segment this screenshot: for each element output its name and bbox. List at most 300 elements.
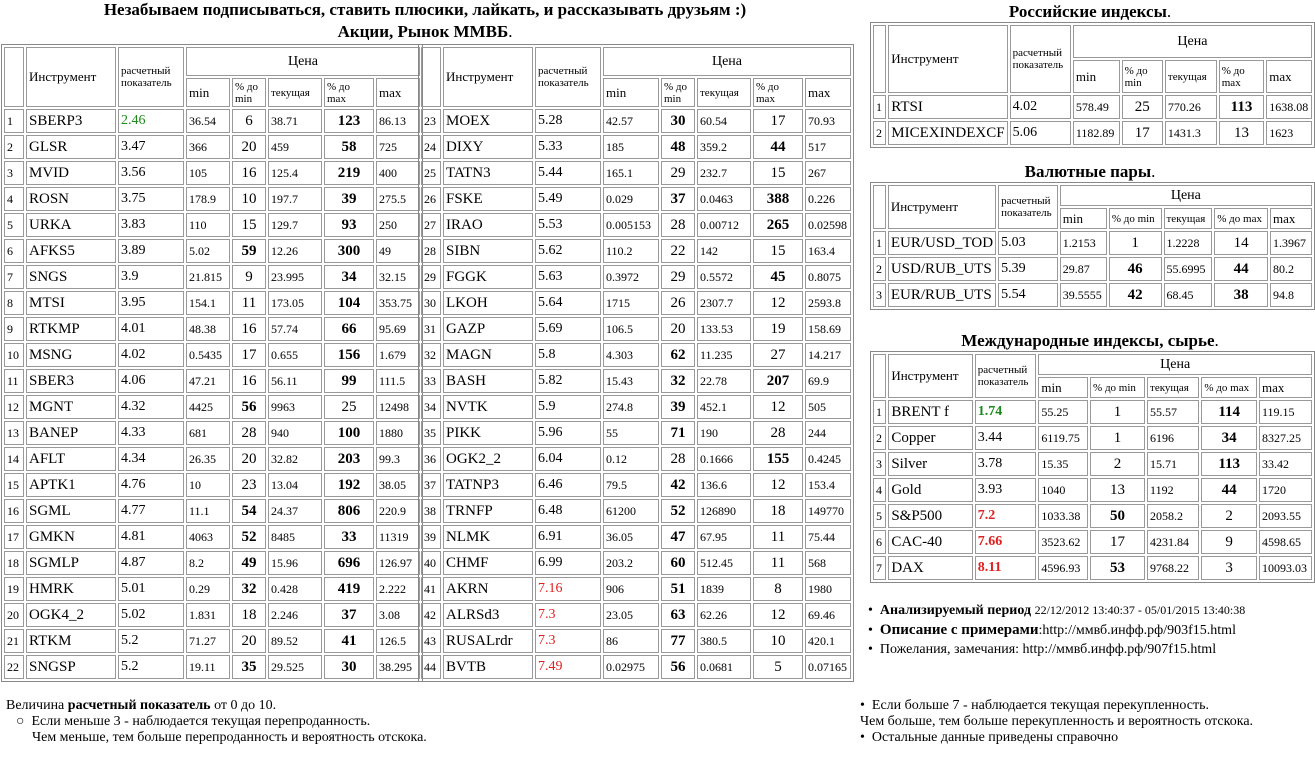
pct-to-max: 13 <box>1219 121 1265 145</box>
fx-title: Валютные пары. <box>1024 162 1156 181</box>
max-value: 12498 <box>376 395 420 419</box>
instrument-name: DAX <box>888 556 972 580</box>
header-pct-max: % до max <box>1219 60 1265 93</box>
current-value: 2058.2 <box>1147 504 1199 528</box>
pct-to-min: 32 <box>661 369 695 393</box>
min-value: 1715 <box>603 291 659 315</box>
pct-to-min: 63 <box>661 603 695 627</box>
instrument-name: NLMK <box>443 525 533 549</box>
pct-to-min: 18 <box>232 603 266 627</box>
calc-value: 4.02 <box>1010 95 1071 119</box>
instrument-name: BRENT f <box>888 400 972 424</box>
row-index: 4 <box>873 478 886 502</box>
min-value: 681 <box>186 421 230 445</box>
row-index: 40 <box>421 551 441 575</box>
pct-to-min: 13 <box>1090 478 1145 502</box>
row-index: 39 <box>421 525 441 549</box>
wish-note: • Пожелания, замечания: http://ммвб.инфф.рф/907f15.html <box>868 642 1217 657</box>
pct-to-min: 6 <box>232 109 266 133</box>
min-value: 5.02 <box>186 239 230 263</box>
table-row <box>421 291 851 315</box>
instrument-name: SNGS <box>26 265 116 289</box>
current-value: 29.525 <box>268 655 322 679</box>
table-row <box>421 551 851 575</box>
max-value: 38.05 <box>376 473 420 497</box>
calc-value: 6.04 <box>535 447 601 471</box>
table-row <box>4 109 420 133</box>
header-pct-max: % до max <box>1201 377 1257 398</box>
max-value: 517 <box>805 135 851 159</box>
calc-value: 4.81 <box>118 525 184 549</box>
desc-link[interactable]: :http://ммвб.инфф.рф/903f15.html <box>1038 623 1236 638</box>
calc-value: 5.06 <box>1010 121 1071 145</box>
max-value: 158.69 <box>805 317 851 341</box>
pct-to-min: 52 <box>661 499 695 523</box>
pct-to-min: 50 <box>1090 504 1145 528</box>
header-price: Цена <box>1060 185 1312 206</box>
row-index: 20 <box>4 603 24 627</box>
period-value: 22/12/2012 13:40:37 - 05/01/2015 13:40:38 <box>1034 603 1246 617</box>
max-value: 94.8 <box>1270 283 1312 307</box>
table-row <box>421 239 851 263</box>
row-index: 1 <box>873 231 886 255</box>
max-value: 69.9 <box>805 369 851 393</box>
row-index: 2 <box>873 257 886 281</box>
table-row <box>421 499 851 523</box>
max-value: 10093.03 <box>1259 556 1312 580</box>
pct-to-min: 71 <box>661 421 695 445</box>
max-value: 49 <box>376 239 420 263</box>
calc-value: 4.87 <box>118 551 184 575</box>
instrument-name: HMRK <box>26 577 116 601</box>
instrument-name: SGMLP <box>26 551 116 575</box>
pct-to-min: 17 <box>1090 530 1145 554</box>
table-row <box>4 161 420 185</box>
calc-value: 5.44 <box>535 161 601 185</box>
instrument-name: S&P500 <box>888 504 972 528</box>
row-index: 22 <box>4 655 24 679</box>
pct-to-min: 59 <box>232 239 266 263</box>
current-value: 129.7 <box>268 213 322 237</box>
table-row <box>4 499 420 523</box>
min-value: 1.831 <box>186 603 230 627</box>
header-min: min <box>186 78 230 107</box>
max-value: 126.97 <box>376 551 420 575</box>
min-value: 1040 <box>1038 478 1088 502</box>
pct-to-max: 100 <box>324 421 374 445</box>
pct-to-max: 15 <box>753 239 803 263</box>
pct-to-max: 207 <box>753 369 803 393</box>
footer-left-line3: Чем меньше, тем больше перепроданность и вероятность отскока. <box>32 730 427 745</box>
max-value: 14.217 <box>805 343 851 367</box>
row-index: 2 <box>4 135 24 159</box>
header-current: текущая <box>1164 208 1213 229</box>
table-row <box>873 504 1312 528</box>
table-row <box>4 369 420 393</box>
pct-to-max: 19 <box>753 317 803 341</box>
table-row <box>4 577 420 601</box>
pct-to-max: 41 <box>324 629 374 653</box>
max-value: 75.44 <box>805 525 851 549</box>
max-value: 153.4 <box>805 473 851 497</box>
max-value: 99.3 <box>376 447 420 471</box>
header-instrument: Инструмент <box>888 185 996 229</box>
calc-value: 8.11 <box>975 556 1037 580</box>
table-row <box>421 265 851 289</box>
max-value: 80.2 <box>1270 257 1312 281</box>
table-row <box>873 556 1312 580</box>
instrument-name: BASH <box>443 369 533 393</box>
pct-to-min: 20 <box>232 629 266 653</box>
pct-to-max: 17 <box>753 109 803 133</box>
table-row <box>4 655 420 679</box>
table-row <box>421 317 851 341</box>
row-index: 7 <box>4 265 24 289</box>
pct-to-min: 52 <box>232 525 266 549</box>
instrument-name: MSNG <box>26 343 116 367</box>
max-value: 119.15 <box>1259 400 1312 424</box>
calc-value: 3.44 <box>975 426 1037 450</box>
row-index: 28 <box>421 239 441 263</box>
row-index: 3 <box>873 283 886 307</box>
current-value: 8485 <box>268 525 322 549</box>
calc-value: 3.9 <box>118 265 184 289</box>
current-value: 68.45 <box>1164 283 1213 307</box>
min-value: 1182.89 <box>1073 121 1120 145</box>
instrument-name: CAC-40 <box>888 530 972 554</box>
instrument-name: Gold <box>888 478 972 502</box>
calc-value: 3.93 <box>975 478 1037 502</box>
min-value: 366 <box>186 135 230 159</box>
current-value: 55.57 <box>1147 400 1199 424</box>
instrument-name: URKA <box>26 213 116 237</box>
calc-value: 6.91 <box>535 525 601 549</box>
instrument-name: SNGSP <box>26 655 116 679</box>
table-row <box>873 426 1312 450</box>
calc-value: 7.2 <box>975 504 1037 528</box>
pct-to-max: 155 <box>753 447 803 471</box>
row-index: 32 <box>421 343 441 367</box>
min-value: 6119.75 <box>1038 426 1088 450</box>
current-value: 126890 <box>697 499 751 523</box>
current-value: 232.7 <box>697 161 751 185</box>
min-value: 3523.62 <box>1038 530 1088 554</box>
min-value: 15.43 <box>603 369 659 393</box>
max-value: 353.75 <box>376 291 420 315</box>
stocks-table-right <box>418 44 854 682</box>
pct-to-min: 29 <box>661 161 695 185</box>
current-value: 512.45 <box>697 551 751 575</box>
max-value: 111.5 <box>376 369 420 393</box>
current-value: 15.71 <box>1147 452 1199 476</box>
pct-to-max: 12 <box>753 603 803 627</box>
pct-to-max: 219 <box>324 161 374 185</box>
calc-value: 3.95 <box>118 291 184 315</box>
max-value: 69.46 <box>805 603 851 627</box>
pct-to-min: 37 <box>661 187 695 211</box>
row-index: 34 <box>421 395 441 419</box>
row-index: 1 <box>873 400 886 424</box>
ru-indexes-table <box>870 22 1315 148</box>
calc-value: 7.49 <box>535 655 601 679</box>
table-row <box>873 231 1312 255</box>
stocks-title-dot: . <box>508 22 513 41</box>
current-value: 23.995 <box>268 265 322 289</box>
instrument-name: AFKS5 <box>26 239 116 263</box>
min-value: 110.2 <box>603 239 659 263</box>
calc-value: 5.64 <box>535 291 601 315</box>
instrument-name: RUSALrdr <box>443 629 533 653</box>
table-row <box>421 577 851 601</box>
min-value: 178.9 <box>186 187 230 211</box>
min-value: 86 <box>603 629 659 653</box>
row-index: 3 <box>873 452 886 476</box>
instrument-name: EUR/USD_TOD <box>888 231 996 255</box>
pct-to-min: 2 <box>1090 452 1145 476</box>
calc-value: 5.49 <box>535 187 601 211</box>
pct-to-min: 1 <box>1109 231 1162 255</box>
stocks-table-left-wrap <box>1 44 423 682</box>
min-value: 71.27 <box>186 629 230 653</box>
min-value: 19.11 <box>186 655 230 679</box>
header-pct-max: % до max <box>1214 208 1268 229</box>
header-pct-min: % до min <box>232 78 266 107</box>
pct-to-max: 18 <box>753 499 803 523</box>
table-row <box>421 525 851 549</box>
row-index: 43 <box>421 629 441 653</box>
instrument-name: Copper <box>888 426 972 450</box>
current-value: 9963 <box>268 395 322 419</box>
header-spacer <box>873 25 886 93</box>
row-index: 5 <box>4 213 24 237</box>
instrument-name: MTSI <box>26 291 116 315</box>
calc-value: 5.62 <box>535 239 601 263</box>
row-index: 18 <box>4 551 24 575</box>
fx-wrap <box>870 182 1315 310</box>
footer-right <box>860 698 1312 746</box>
max-value: 400 <box>376 161 420 185</box>
min-value: 906 <box>603 577 659 601</box>
max-value: 568 <box>805 551 851 575</box>
min-value: 4063 <box>186 525 230 549</box>
pct-to-min: 53 <box>1090 556 1145 580</box>
row-index: 9 <box>4 317 24 341</box>
table-header-row <box>4 47 420 76</box>
header-pct-min: % до min <box>1090 377 1145 398</box>
instrument-name: TRNFP <box>443 499 533 523</box>
page-title <box>0 0 850 20</box>
calc-value: 4.77 <box>118 499 184 523</box>
pct-to-min: 29 <box>661 265 695 289</box>
current-value: 0.655 <box>268 343 322 367</box>
min-value: 0.29 <box>186 577 230 601</box>
calc-value: 5.8 <box>535 343 601 367</box>
header-instrument: Инструмент <box>443 47 533 107</box>
instrument-name: USD/RUB_UTS <box>888 257 996 281</box>
intl-title: Международные индексы, сырье. <box>961 331 1219 350</box>
calc-value: 3.75 <box>118 187 184 211</box>
pct-to-max: 12 <box>753 395 803 419</box>
min-value: 106.5 <box>603 317 659 341</box>
min-value: 0.5435 <box>186 343 230 367</box>
header-spacer <box>873 185 886 229</box>
current-value: 9768.22 <box>1147 556 1199 580</box>
max-value: 420.1 <box>805 629 851 653</box>
max-value: 1638.08 <box>1266 95 1312 119</box>
max-value: 250 <box>376 213 420 237</box>
pct-to-max: 44 <box>1201 478 1257 502</box>
current-value: 133.53 <box>697 317 751 341</box>
instrument-name: BANEP <box>26 421 116 445</box>
row-index: 13 <box>4 421 24 445</box>
pct-to-min: 39 <box>661 395 695 419</box>
min-value: 61200 <box>603 499 659 523</box>
row-index: 27 <box>421 213 441 237</box>
table-row <box>4 187 420 211</box>
calc-value: 4.32 <box>118 395 184 419</box>
footer-left <box>6 698 826 746</box>
row-index: 11 <box>4 369 24 393</box>
pct-to-max: 44 <box>753 135 803 159</box>
footer-right-line2: Чем больше, тем больше перекупленность и вероятность отскока. <box>860 714 1254 729</box>
min-value: 0.3972 <box>603 265 659 289</box>
table-header-row <box>873 25 1312 58</box>
instrument-name: MVID <box>26 161 116 185</box>
calc-value: 5.2 <box>118 655 184 679</box>
header-calc: расчетный показатель <box>1010 25 1071 93</box>
min-value: 110 <box>186 213 230 237</box>
header-min: min <box>1073 60 1120 93</box>
pct-to-min: 46 <box>1109 257 1162 281</box>
current-value: 89.52 <box>268 629 322 653</box>
row-index: 6 <box>873 530 886 554</box>
header-max: max <box>1270 208 1312 229</box>
pct-to-max: 28 <box>753 421 803 445</box>
period-note: • Анализируемый период 22/12/2012 13:40:37 - 05/01/2015 13:40:38 <box>868 603 1246 618</box>
current-value: 142 <box>697 239 751 263</box>
pct-to-max: 114 <box>1201 400 1257 424</box>
max-value: 1880 <box>376 421 420 445</box>
max-value: 11319 <box>376 525 420 549</box>
calc-value: 4.34 <box>118 447 184 471</box>
calc-value: 4.02 <box>118 343 184 367</box>
min-value: 203.2 <box>603 551 659 575</box>
pct-to-min: 20 <box>232 447 266 471</box>
pct-to-max: 25 <box>324 395 374 419</box>
calc-value: 4.01 <box>118 317 184 341</box>
current-value: 173.05 <box>268 291 322 315</box>
row-index: 29 <box>421 265 441 289</box>
current-value: 125.4 <box>268 161 322 185</box>
max-value: 149770 <box>805 499 851 523</box>
table-row <box>421 447 851 471</box>
max-value: 1720 <box>1259 478 1312 502</box>
current-value: 459 <box>268 135 322 159</box>
min-value: 185 <box>603 135 659 159</box>
header-pct-min: % до min <box>1122 60 1163 93</box>
row-index: 37 <box>421 473 441 497</box>
row-index: 36 <box>421 447 441 471</box>
instrument-name: ALRSd3 <box>443 603 533 627</box>
min-value: 79.5 <box>603 473 659 497</box>
current-value: 452.1 <box>697 395 751 419</box>
row-index: 2 <box>873 121 886 145</box>
current-value: 0.428 <box>268 577 322 601</box>
table-row <box>421 655 851 679</box>
instrument-name: GMKN <box>26 525 116 549</box>
min-value: 48.38 <box>186 317 230 341</box>
header-max: max <box>376 78 420 107</box>
current-value: 57.74 <box>268 317 322 341</box>
instrument-name: AKRN <box>443 577 533 601</box>
current-value: 6196 <box>1147 426 1199 450</box>
header-calc: расчетный показатель <box>975 354 1037 398</box>
calc-value: 5.96 <box>535 421 601 445</box>
table-row <box>4 265 420 289</box>
pct-to-min: 54 <box>232 499 266 523</box>
max-value: 1.679 <box>376 343 420 367</box>
table-row <box>4 525 420 549</box>
pct-to-min: 47 <box>661 525 695 549</box>
header-line1: Незабываем подписываться, ставить плюсики, лайкать, и рассказывать друзьям :) <box>103 0 747 19</box>
header-max: max <box>805 78 851 107</box>
instrument-name: SBER3 <box>26 369 116 393</box>
min-value: 39.5555 <box>1060 283 1107 307</box>
pct-to-max: 11 <box>753 525 803 549</box>
table-row <box>873 452 1312 476</box>
footer-right-line1: • Если больше 7 - наблюдается текущая перекупленность. <box>860 698 1209 713</box>
table-row <box>4 317 420 341</box>
current-value: 1192 <box>1147 478 1199 502</box>
instrument-name: OGK4_2 <box>26 603 116 627</box>
stocks-title: Акции, Рынок ММВБ <box>337 22 509 41</box>
pct-to-min: 16 <box>232 161 266 185</box>
header-current: текущая <box>697 78 751 107</box>
pct-to-min: 16 <box>232 369 266 393</box>
row-index: 44 <box>421 655 441 679</box>
max-value: 163.4 <box>805 239 851 263</box>
intl-table <box>870 351 1315 583</box>
min-value: 1.2153 <box>1060 231 1107 255</box>
pct-to-min: 22 <box>661 239 695 263</box>
calc-value: 5.2 <box>118 629 184 653</box>
table-row <box>4 395 420 419</box>
calc-value: 4.33 <box>118 421 184 445</box>
header-price: Цена <box>1038 354 1312 375</box>
current-value: 22.78 <box>697 369 751 393</box>
instrument-name: OGK2_2 <box>443 447 533 471</box>
instrument-name: RTSI <box>888 95 1007 119</box>
current-value: 11.235 <box>697 343 751 367</box>
table-row <box>4 135 420 159</box>
pct-to-max: 34 <box>1201 426 1257 450</box>
table-row <box>873 478 1312 502</box>
ru-indexes-wrap <box>870 22 1315 148</box>
max-value: 33.42 <box>1259 452 1312 476</box>
row-index: 31 <box>421 317 441 341</box>
current-value: 0.5572 <box>697 265 751 289</box>
pct-to-min: 1 <box>1090 400 1145 424</box>
instrument-name: SBERP3 <box>26 109 116 133</box>
row-index: 5 <box>873 504 886 528</box>
max-value: 0.4245 <box>805 447 851 471</box>
row-index: 1 <box>4 109 24 133</box>
pct-to-max: 14 <box>1214 231 1268 255</box>
calc-value: 5.03 <box>998 231 1058 255</box>
pct-to-min: 15 <box>232 213 266 237</box>
table-row <box>4 421 420 445</box>
max-value: 267 <box>805 161 851 185</box>
